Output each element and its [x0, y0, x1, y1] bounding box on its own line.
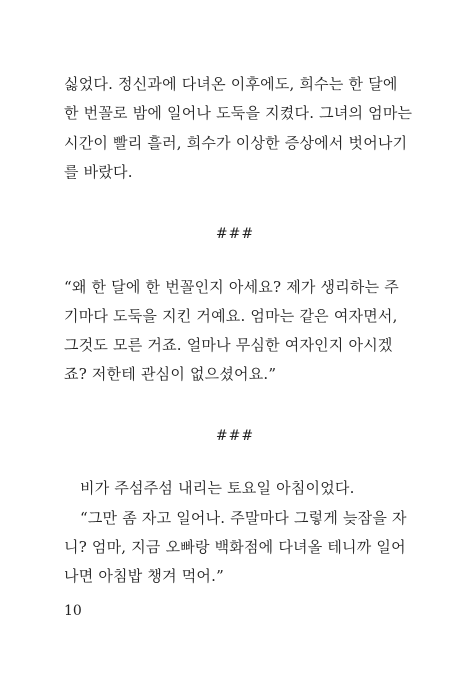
text-line: 나면 아침밥 챙겨 먹어.” [64, 567, 224, 585]
text-line: 한 번꼴로 밤에 일어나 도둑을 지켰다. 그녀의 엄마는 [64, 104, 413, 122]
text-line: 니? 엄마, 지금 오빠랑 백화점에 다녀올 테니까 일어 [64, 538, 406, 556]
text-line: 기마다 도둑을 지킨 거예요. 엄마는 같은 여자면서, [64, 307, 398, 325]
text-line: 그것도 모른 거죠. 얼마나 무심한 여자인지 아시겠 [64, 336, 393, 354]
text-line: “그만 좀 자고 일어나. 주말마다 그렇게 늦잠을 자 [80, 509, 407, 527]
text-line: 를 바랐다. [64, 163, 133, 181]
text-line: 죠? 저한테 관심이 없으셨어요.” [64, 365, 277, 383]
text-line: 싫었다. 정신과에 다녀온 이후에도, 희수는 한 달에 [64, 75, 398, 93]
section-separator: ### [215, 226, 255, 242]
text-line: 비가 주섬주섬 내리는 토요일 아침이었다. [80, 479, 355, 497]
page-number: 10 [64, 603, 82, 619]
section-separator: ### [215, 428, 255, 444]
text-line: 시간이 빨리 흘러, 희수가 이상한 증상에서 벗어나기 [64, 134, 408, 152]
text-line: “왜 한 달에 한 번꼴인지 아세요? 제가 생리하는 주 [64, 278, 399, 296]
